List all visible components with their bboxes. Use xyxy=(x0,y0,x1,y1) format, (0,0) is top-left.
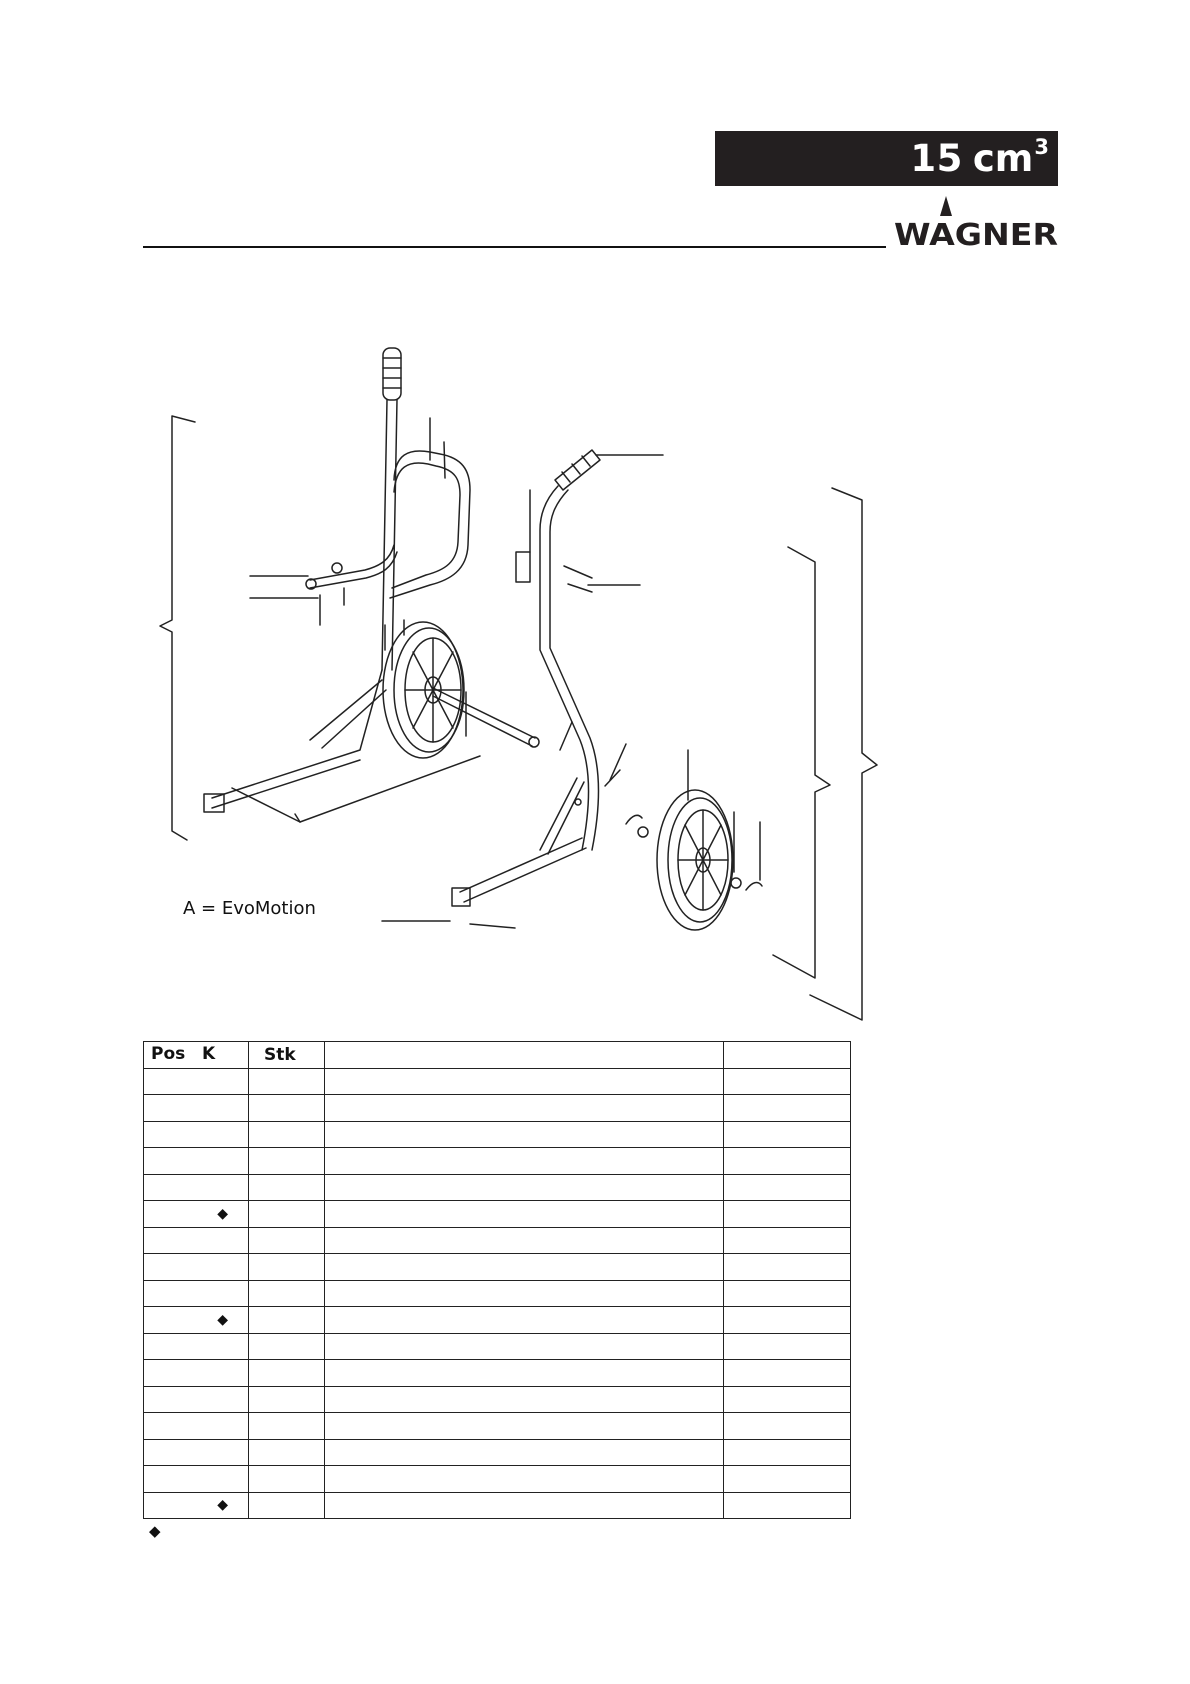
stk-cell xyxy=(249,1307,325,1334)
eyelet-icon xyxy=(332,563,342,573)
wagner-logo xyxy=(893,196,1059,252)
description-cell xyxy=(325,1068,724,1095)
order-number-cell xyxy=(724,1254,851,1281)
table-row xyxy=(144,1466,851,1493)
stk-cell xyxy=(249,1492,325,1519)
order-number-cell xyxy=(724,1307,851,1334)
order-number-cell xyxy=(724,1386,851,1413)
stk-cell xyxy=(249,1201,325,1228)
brand-wordmark: WAGNER xyxy=(894,218,1058,252)
table-row xyxy=(144,1254,851,1281)
table-row xyxy=(144,1360,851,1387)
header-description xyxy=(325,1042,724,1069)
stk-cell xyxy=(249,1121,325,1148)
order-number-cell xyxy=(724,1413,851,1440)
description-cell xyxy=(325,1148,724,1175)
header-rule xyxy=(143,246,886,248)
table-row xyxy=(144,1386,851,1413)
description-cell xyxy=(325,1360,724,1387)
order-number-cell xyxy=(724,1174,851,1201)
description-cell xyxy=(325,1280,724,1307)
order-number-cell xyxy=(724,1095,851,1122)
pos-k-cell xyxy=(144,1068,249,1095)
table-row xyxy=(144,1333,851,1360)
parts-table-body xyxy=(144,1068,851,1519)
split-pin-icon xyxy=(746,883,762,890)
split-pin-icon xyxy=(626,815,642,824)
stk-cell xyxy=(249,1439,325,1466)
pos-k-cell xyxy=(144,1095,249,1122)
pos-k-cell xyxy=(144,1254,249,1281)
header-k: K xyxy=(202,1044,216,1064)
volume-unit: $cm^3$ xyxy=(972,135,1049,180)
description-cell xyxy=(325,1466,724,1493)
washer-icon xyxy=(638,827,648,837)
table-row xyxy=(144,1174,851,1201)
washer-icon xyxy=(731,878,741,888)
description-cell xyxy=(325,1439,724,1466)
pos-k-cell xyxy=(144,1386,249,1413)
order-number-cell xyxy=(724,1227,851,1254)
pos-k-cell xyxy=(144,1360,249,1387)
exploded-view-drawing xyxy=(140,330,900,1030)
table-row xyxy=(144,1307,851,1334)
table-row xyxy=(144,1121,851,1148)
header-order-number xyxy=(724,1042,851,1069)
order-number-cell xyxy=(724,1121,851,1148)
pos-k-cell xyxy=(144,1466,249,1493)
pos-k-cell xyxy=(144,1333,249,1360)
description-cell xyxy=(325,1227,724,1254)
stk-cell xyxy=(249,1068,325,1095)
description-cell xyxy=(325,1413,724,1440)
trolley-assembled xyxy=(204,348,539,822)
description-cell xyxy=(325,1386,724,1413)
table-row xyxy=(144,1413,851,1440)
table-row xyxy=(144,1439,851,1466)
logo-triangle-icon xyxy=(940,196,952,216)
pos-k-cell xyxy=(144,1280,249,1307)
stk-cell xyxy=(249,1386,325,1413)
header-pos-k xyxy=(144,1042,249,1069)
pos-k-cell xyxy=(144,1121,249,1148)
order-number-cell xyxy=(724,1280,851,1307)
table-row xyxy=(144,1068,851,1095)
description-cell xyxy=(325,1095,724,1122)
table-row xyxy=(144,1227,851,1254)
stk-cell xyxy=(249,1227,325,1254)
description-cell xyxy=(325,1174,724,1201)
description-cell xyxy=(325,1333,724,1360)
stk-cell xyxy=(249,1148,325,1175)
order-number-cell xyxy=(724,1333,851,1360)
clamp-icon xyxy=(516,552,530,582)
legend-diamond-icon: ◆ xyxy=(149,1522,161,1540)
stk-cell xyxy=(249,1254,325,1281)
volume-number: 15 xyxy=(910,137,963,180)
stk-cell xyxy=(249,1360,325,1387)
order-number-cell xyxy=(724,1148,851,1175)
pos-k-cell: ◆ xyxy=(144,1492,249,1519)
stk-cell xyxy=(249,1095,325,1122)
description-cell xyxy=(325,1121,724,1148)
right-braces xyxy=(773,488,877,1020)
table-row xyxy=(144,1201,851,1228)
pos-k-cell xyxy=(144,1227,249,1254)
handle-grip-icon xyxy=(383,348,401,400)
pos-k-cell: ◆ xyxy=(144,1307,249,1334)
order-number-cell xyxy=(724,1466,851,1493)
order-number-cell xyxy=(724,1439,851,1466)
pos-k-cell xyxy=(144,1148,249,1175)
description-cell xyxy=(325,1492,724,1519)
parts-table xyxy=(143,1041,851,1519)
stk-cell xyxy=(249,1333,325,1360)
table-header-row xyxy=(144,1042,851,1069)
header-stk: Stk xyxy=(249,1042,325,1069)
pos-k-cell xyxy=(144,1439,249,1466)
header-pos: Pos xyxy=(151,1044,186,1064)
volume-banner xyxy=(715,131,1058,186)
figure-caption: A = EvoMotion xyxy=(183,898,316,919)
left-brace xyxy=(160,416,195,840)
order-number-cell xyxy=(724,1492,851,1519)
description-cell xyxy=(325,1201,724,1228)
table-row xyxy=(144,1148,851,1175)
pos-k-cell: ◆ xyxy=(144,1201,249,1228)
pos-k-cell xyxy=(144,1174,249,1201)
order-number-cell xyxy=(724,1068,851,1095)
order-number-cell xyxy=(724,1201,851,1228)
pos-k-cell xyxy=(144,1413,249,1440)
table-row xyxy=(144,1095,851,1122)
table-row xyxy=(144,1492,851,1519)
description-cell xyxy=(325,1254,724,1281)
volume-exponent: 3 xyxy=(1034,135,1049,159)
description-cell xyxy=(325,1307,724,1334)
stk-cell xyxy=(249,1280,325,1307)
foot-cap-icon xyxy=(452,888,470,906)
table-row xyxy=(144,1280,851,1307)
stk-cell xyxy=(249,1413,325,1440)
order-number-cell xyxy=(724,1360,851,1387)
stk-cell xyxy=(249,1174,325,1201)
stk-cell xyxy=(249,1466,325,1493)
